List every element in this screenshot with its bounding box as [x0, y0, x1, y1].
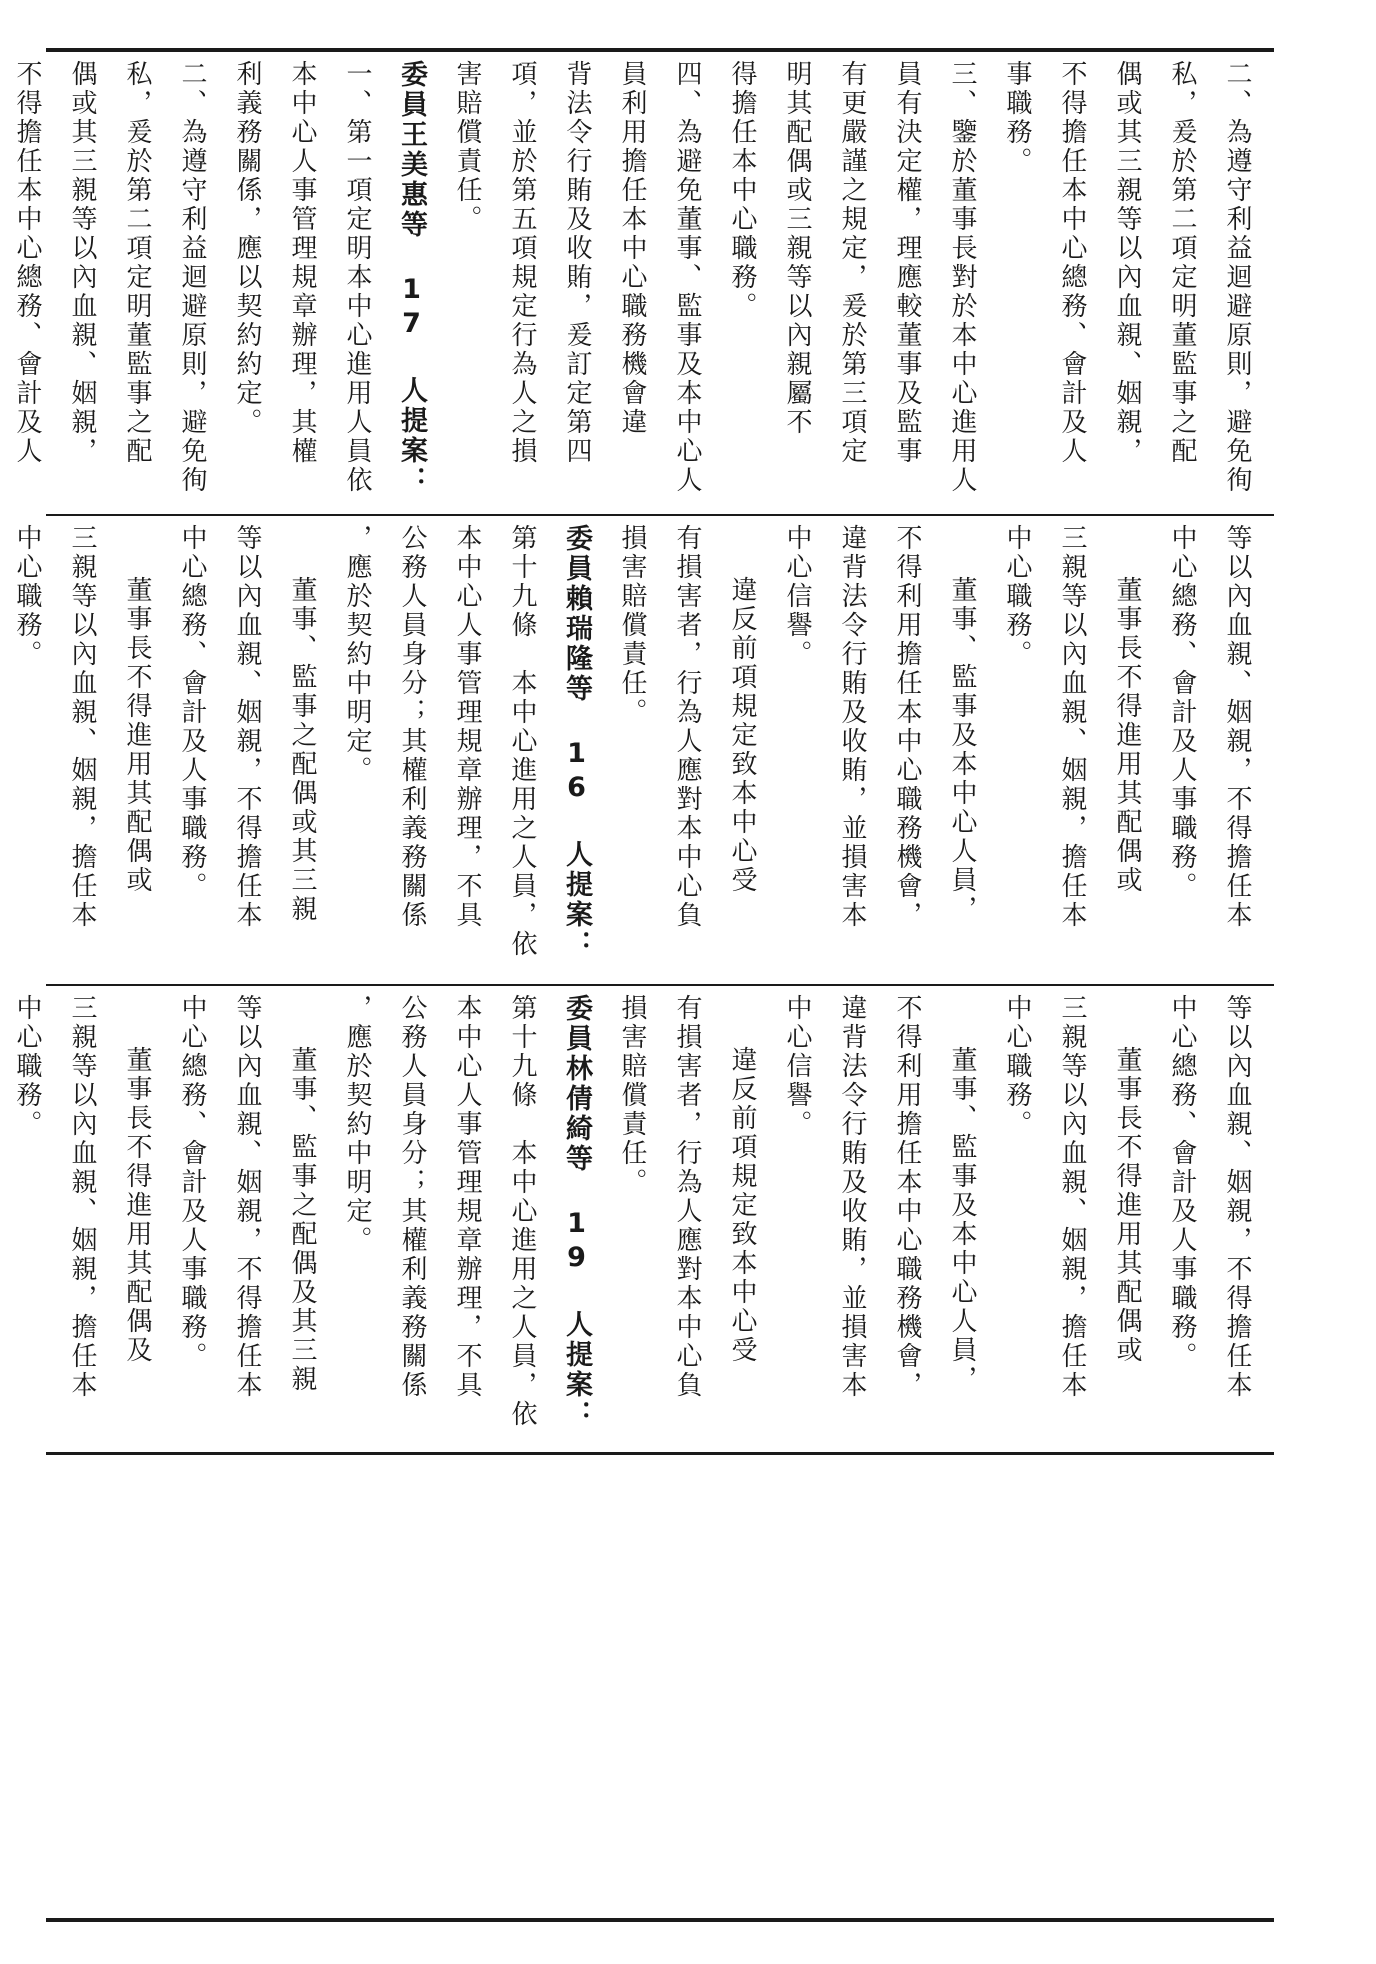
bottom-rule: [46, 1918, 1274, 1922]
text-line: 三親等以內血親、姻親，擔任本: [67, 994, 97, 1400]
text-line: 違反前項規定致本中心受: [727, 576, 757, 895]
proposal-heading: 委員賴瑞隆等 16 人提案：: [561, 524, 592, 960]
tier-separator-3: [46, 1452, 1274, 1455]
text-line: 不得擔任本中心總務、會計及人: [12, 60, 42, 466]
text-line: 中心總務、會計及人事職務。: [177, 524, 207, 901]
text-line: ，應於契約中明定。: [342, 994, 372, 1255]
text-line: 等以內血親、姻親，不得擔任本: [1222, 524, 1252, 930]
text-line: 董事長不得進用其配偶或: [1112, 576, 1142, 895]
text-line: 董事長不得進用其配偶或: [122, 576, 152, 895]
text-line: 私，爰於第二項定明董監事之配: [122, 60, 152, 466]
text-line: 得擔任本中心職務。: [727, 60, 757, 321]
text-line: 中心總務、會計及人事職務。: [1167, 994, 1197, 1371]
text-line: 違背法令行賄及收賄，並損害本: [837, 994, 867, 1400]
text-line: 公務人員身分；其權利義務關係: [397, 524, 427, 930]
text-line: 董事、監事及本中心人員，: [947, 576, 977, 924]
text-line: 二、為遵守利益迴避原則，避免徇: [177, 60, 207, 495]
proposal-heading: 委員林倩綺等 19 人提案：: [561, 994, 592, 1430]
text-line: 事職務。: [1002, 60, 1032, 176]
text-line: 第十九條 本中心進用之人員，依: [507, 994, 537, 1429]
text-line: 害賠償責任。: [452, 60, 482, 234]
text-line: 違反前項規定致本中心受: [727, 1046, 757, 1365]
tier-separator-2: [46, 984, 1274, 986]
text-line: 三、鑒於董事長對於本中心進用人: [947, 60, 977, 495]
text-tier-2: [12, 524, 1274, 976]
text-line: 董事長不得進用其配偶及: [122, 1046, 152, 1365]
text-line: 員利用擔任本中心職務機會違: [617, 60, 647, 437]
text-line: 中心信譽。: [782, 994, 812, 1139]
text-line: 不得擔任本中心總務、會計及人: [1057, 60, 1087, 466]
tier-separator-1: [46, 514, 1274, 516]
text-tier-3: [12, 994, 1274, 1446]
text-line: 董事、監事之配偶或其三親: [287, 576, 317, 924]
text-line: 三親等以內血親、姻親，擔任本: [67, 524, 97, 930]
text-line: 中心職務。: [12, 994, 42, 1139]
text-line: 有損害者，行為人應對本中心負: [672, 994, 702, 1400]
text-line: 員有決定權，理應較董事及監事: [892, 60, 922, 466]
text-line: 三親等以內血親、姻親，擔任本: [1057, 994, 1087, 1400]
top-rule: [46, 48, 1274, 52]
text-line: 有更嚴謹之規定，爰於第三項定: [837, 60, 867, 466]
proposal-heading: 委員王美惠等 17 人提案：: [396, 60, 427, 496]
text-line: 等以內血親、姻親，不得擔任本: [232, 994, 262, 1400]
text-line: 董事、監事之配偶及其三親: [287, 1046, 317, 1394]
text-line: 三親等以內血親、姻親，擔任本: [1057, 524, 1087, 930]
text-line: 四、為避免董事、監事及本中心人: [672, 60, 702, 495]
text-line: 不得利用擔任本中心職務機會，: [892, 524, 922, 930]
text-line: 損害賠償責任。: [617, 524, 647, 727]
text-line: 本中心人事管理規章辦理，其權: [287, 60, 317, 466]
text-line: 董事、監事及本中心人員，: [947, 1046, 977, 1394]
text-line: 公務人員身分；其權利義務關係: [397, 994, 427, 1400]
text-line: 中心職務。: [1002, 994, 1032, 1139]
text-line: 中心職務。: [12, 524, 42, 669]
text-line: 中心信譽。: [782, 524, 812, 669]
text-tier-1: [12, 60, 1274, 506]
text-line: 等以內血親、姻親，不得擔任本: [232, 524, 262, 930]
text-line: 等以內血親、姻親，不得擔任本: [1222, 994, 1252, 1400]
text-line: 中心總務、會計及人事職務。: [1167, 524, 1197, 901]
text-line: 中心職務。: [1002, 524, 1032, 669]
text-line: 利義務關係，應以契約約定。: [232, 60, 262, 437]
text-line: 本中心人事管理規章辦理，不具: [452, 994, 482, 1400]
tier-1-text-block: [0, 60, 1264, 506]
text-line: 不得利用擔任本中心職務機會，: [892, 994, 922, 1400]
text-line: 本中心人事管理規章辦理，不具: [452, 524, 482, 930]
text-line: 損害賠償責任。: [617, 994, 647, 1197]
text-line: 董事長不得進用其配偶或: [1112, 1046, 1142, 1365]
text-line: 中心總務、會計及人事職務。: [177, 994, 207, 1371]
text-line: 二、為遵守利益迴避原則，避免徇: [1222, 60, 1252, 495]
tier-3-text-block: [0, 994, 1264, 1446]
text-line: 第十九條 本中心進用之人員，依: [507, 524, 537, 959]
text-line: 項，並於第五項規定行為人之損: [507, 60, 537, 466]
tier-2-text-block: [0, 524, 1264, 976]
text-line: 偶或其三親等以內血親、姻親，: [67, 60, 97, 466]
text-line: 私，爰於第二項定明董監事之配: [1167, 60, 1197, 466]
text-line: 一、第一項定明本中心進用人員依: [342, 60, 372, 495]
text-line: ，應於契約中明定。: [342, 524, 372, 785]
text-line: 背法令行賄及收賄，爰訂定第四: [562, 60, 592, 466]
text-line: 有損害者，行為人應對本中心負: [672, 524, 702, 930]
text-line: 明其配偶或三親等以內親屬不: [782, 60, 812, 437]
text-line: 違背法令行賄及收賄，並損害本: [837, 524, 867, 930]
text-line: 偶或其三親等以內血親、姻親，: [1112, 60, 1142, 466]
